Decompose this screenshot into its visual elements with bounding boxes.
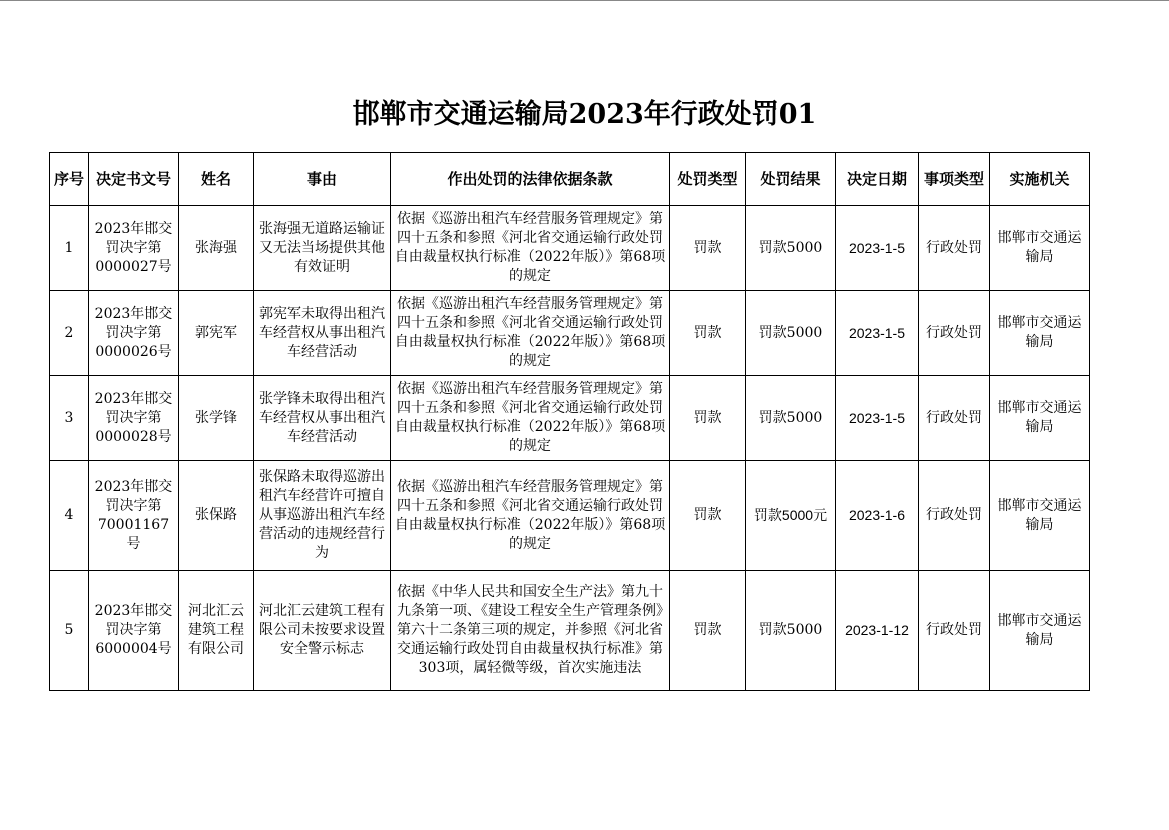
cell-type: 罚款 (670, 291, 746, 376)
cell-name: 河北汇云建筑工程有限公司 (179, 571, 254, 691)
table-row (50, 461, 1090, 571)
top-border-line (0, 0, 1169, 1)
cell-reason (254, 461, 391, 571)
cell-reason: 张海强无道路运输证又无法当场提供其他有效证明 (254, 206, 391, 291)
cell-doc: 2023年邯交罚决字第6000004号 (89, 571, 179, 691)
cell-result: 罚款5000 (746, 571, 836, 691)
cell-type: 罚款 (670, 461, 746, 571)
cell-basis: 依据《巡游出租汽车经营服务管理规定》第四十五条和参照《河北省交通运输行政处罚自由裁量权执行标准（2022年版）》第68项的规定 (391, 461, 670, 571)
cell-type: 罚款 (670, 571, 746, 691)
cell-date: 2023-1-6 (836, 461, 919, 571)
cell-reason: 河北汇云建筑工程有限公司未按要求设置安全警示标志 (254, 571, 391, 691)
cell-result: 罚款5000 (746, 291, 836, 376)
cell-type: 罚款 (670, 206, 746, 291)
header-no: 序号 (50, 153, 89, 206)
cell-category: 行政处罚 (919, 571, 990, 691)
table-row (50, 376, 1090, 461)
cell-category: 行政处罚 (919, 291, 990, 376)
cell-name: 张保路 (179, 461, 254, 571)
header-name: 姓名 (179, 153, 254, 206)
table-row (50, 291, 1090, 376)
cell-basis: 依据《巡游出租汽车经营服务管理规定》第四十五条和参照《河北省交通运输行政处罚自由裁量权执行标准（2022年版）》第68项的规定 (391, 291, 670, 376)
header-agency: 实施机关 (990, 153, 1090, 206)
cell-date: 2023-1-12 (836, 571, 919, 691)
cell-doc: 2023年邯交罚决字第0000028号 (89, 376, 179, 461)
cell-no: 3 (50, 376, 89, 461)
cell-category: 行政处罚 (919, 376, 990, 461)
cell-date: 2023-1-5 (836, 291, 919, 376)
cell-basis (391, 571, 670, 691)
cell-agency: 邯郸市交通运输局 (990, 291, 1090, 376)
header-basis: 作出处罚的法律依据条款 (391, 153, 670, 206)
cell-date: 2023-1-5 (836, 206, 919, 291)
cell-basis: 依据《巡游出租汽车经营服务管理规定》第四十五条和参照《河北省交通运输行政处罚自由裁量权执行标准（2022年版）》第68项的规定 (391, 206, 670, 291)
cell-no: 4 (50, 461, 89, 571)
table-row (50, 571, 1090, 691)
cell-result: 罚款5000 (746, 206, 836, 291)
cell-doc: 2023年邯交罚决字第0000027号 (89, 206, 179, 291)
penalty-table (49, 152, 1090, 691)
table-row (50, 206, 1090, 291)
cell-basis: 依据《巡游出租汽车经营服务管理规定》第四十五条和参照《河北省交通运输行政处罚自由裁量权执行标准（2022年版）》第68项的规定 (391, 376, 670, 461)
cell-no: 2 (50, 291, 89, 376)
header-reason: 事由 (254, 153, 391, 206)
cell-basis-text: 依据《中华人民共和国安全生产法》第九十九条第一项、《建设工程安全生产管理条例》第六十二条第三项的规定，并参照《河北省交通运输行政处罚自由裁量权执行标准》第303项，属轻微等级，首次实施违法 (397, 584, 663, 676)
cell-no: 1 (50, 206, 89, 291)
cell-result: 罚款5000 (746, 376, 836, 461)
cell-agency: 邯郸市交通运输局 (990, 571, 1090, 691)
header-category: 事项类型 (919, 153, 990, 206)
cell-reason: 郭宪军未取得出租汽车经营权从事出租汽车经营活动 (254, 291, 391, 376)
cell-category: 行政处罚 (919, 206, 990, 291)
header-type: 处罚类型 (670, 153, 746, 206)
cell-agency: 邯郸市交通运输局 (990, 376, 1090, 461)
cell-doc: 2023年邯交罚决字第70001167号 (89, 461, 179, 571)
cell-name: 张学锋 (179, 376, 254, 461)
cell-no: 5 (50, 571, 89, 691)
header-result: 处罚结果 (746, 153, 836, 206)
page-title: 邯郸市交通运输局2023年行政处罚01 (352, 99, 817, 130)
cell-category: 行政处罚 (919, 461, 990, 571)
cell-name: 张海强 (179, 206, 254, 291)
cell-agency: 邯郸市交通运输局 (990, 461, 1090, 571)
header-date: 决定日期 (836, 153, 919, 206)
table-header-row (50, 153, 1090, 206)
cell-name: 郭宪军 (179, 291, 254, 376)
cell-result: 罚款5000元 (746, 461, 836, 571)
cell-agency: 邯郸市交通运输局 (990, 206, 1090, 291)
cell-reason-text: 张保路未取得巡游出租汽车经营许可擅自从事巡游出租汽车经营活动的违规经营行为 (259, 469, 385, 561)
cell-type: 罚款 (670, 376, 746, 461)
cell-date: 2023-1-5 (836, 376, 919, 461)
cell-doc: 2023年邯交罚决字第0000026号 (89, 291, 179, 376)
header-doc: 决定书文号 (89, 153, 179, 206)
cell-reason: 张学锋未取得出租汽车经营权从事出租汽车经营活动 (254, 376, 391, 461)
